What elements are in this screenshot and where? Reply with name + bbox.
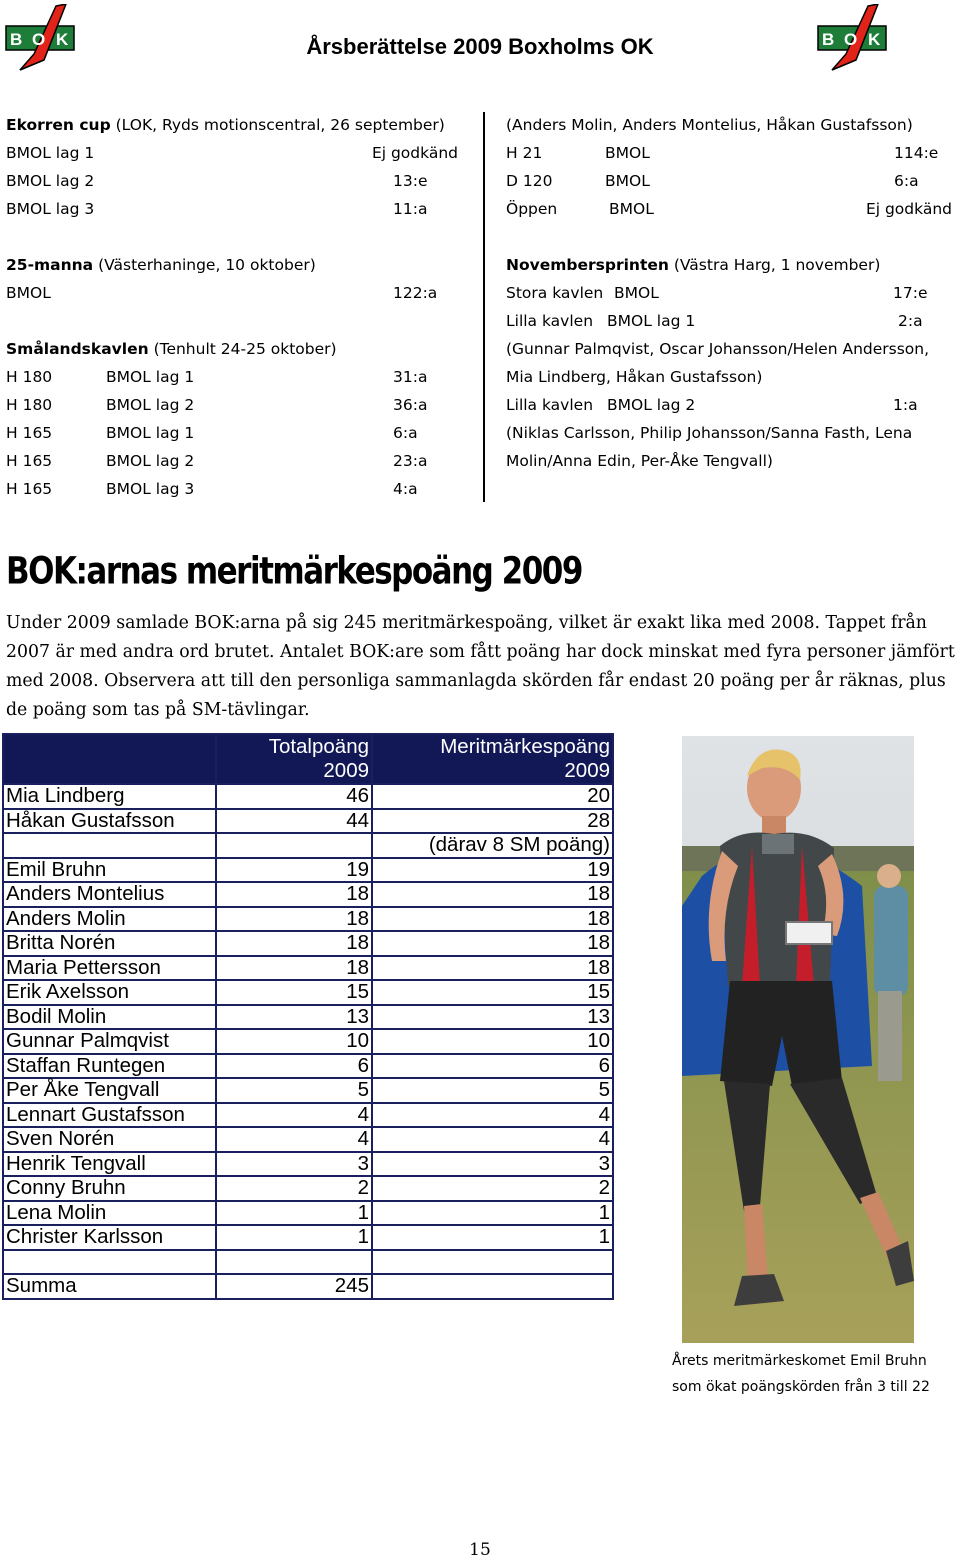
logo-letter-k: K xyxy=(56,30,69,49)
table-row xyxy=(3,882,613,907)
table-row xyxy=(3,1054,613,1079)
result-row xyxy=(506,195,952,223)
table-row xyxy=(3,1152,613,1177)
result-row xyxy=(6,447,462,475)
table-row xyxy=(3,907,613,932)
class: H 165 xyxy=(6,480,53,498)
table-row xyxy=(3,1225,613,1250)
team: BMOL lag 1 xyxy=(106,424,195,442)
merit-cell: 18 xyxy=(372,882,613,907)
name-cell: Anders Montelius xyxy=(3,882,216,907)
table-row xyxy=(3,1176,613,1201)
team: BMOL xyxy=(6,284,51,302)
table-row xyxy=(3,833,613,858)
merit-cell: 3 xyxy=(372,1152,613,1177)
total-cell: 1 xyxy=(216,1201,372,1226)
result-row xyxy=(506,307,952,335)
section-heading: BOK:arnas meritmärkespoäng 2009 xyxy=(6,550,582,594)
event-title: 25-manna xyxy=(6,256,94,274)
name-cell: Christer Karlsson xyxy=(3,1225,216,1250)
merit-cell: 18 xyxy=(372,956,613,981)
header-total-cell: Totalpoäng 2009 xyxy=(216,734,372,784)
logo-letter-o: O xyxy=(844,30,858,49)
result-row xyxy=(6,195,462,223)
table-row xyxy=(3,931,613,956)
event-title: Novembersprinten xyxy=(506,256,669,274)
name-cell: Conny Bruhn xyxy=(3,1176,216,1201)
merit-cell: 20 xyxy=(372,784,613,809)
merit-cell xyxy=(372,1250,613,1275)
team: BMOL lag 2 xyxy=(106,452,195,470)
name-cell: Per Åke Tengvall xyxy=(3,1078,216,1103)
header-merit-cell: Meritmärkespoäng 2009 xyxy=(372,734,613,784)
name-cell: Lennart Gustafsson xyxy=(3,1103,216,1128)
ekorren-heading xyxy=(6,111,462,139)
result-row xyxy=(6,279,462,307)
team: BMOL lag 1 xyxy=(106,368,195,386)
name-cell: Anders Molin xyxy=(3,907,216,932)
result: 17:e xyxy=(893,284,928,302)
merit-cell: (därav 8 SM poäng) xyxy=(372,833,613,858)
class: D 120 xyxy=(506,172,553,190)
team: BMOL xyxy=(605,144,650,162)
team: BMOL lag 2 xyxy=(106,396,195,414)
table-row xyxy=(3,809,613,834)
result: 4:a xyxy=(393,480,418,498)
team: BMOL lag 1 xyxy=(607,312,696,330)
event-detail: (Tenhult 24-25 oktober) xyxy=(148,340,337,358)
merit-cell: 18 xyxy=(372,931,613,956)
team: BMOL xyxy=(609,200,654,218)
logo-letter-b: B xyxy=(822,30,835,49)
runner-photo xyxy=(682,736,914,1343)
total-cell: 18 xyxy=(216,882,372,907)
class: Öppen xyxy=(506,200,558,218)
page-number: 15 xyxy=(469,1540,491,1560)
total-cell: 15 xyxy=(216,980,372,1005)
result-row xyxy=(6,419,462,447)
team-note: (Niklas Carlsson, Philip Johansson/Sanna Fasth, Lena xyxy=(506,424,913,442)
name-cell xyxy=(3,833,216,858)
table-row xyxy=(3,980,613,1005)
right-results-column xyxy=(506,111,952,475)
name-cell: Gunnar Palmqvist xyxy=(3,1029,216,1054)
event-detail: (Västerhaninge, 10 oktober) xyxy=(93,256,316,274)
table-row xyxy=(3,1250,613,1275)
smaland-heading xyxy=(6,335,462,363)
result: 114:e xyxy=(894,144,939,162)
result: 23:a xyxy=(393,452,428,470)
result: Ej godkänd xyxy=(865,200,952,218)
merit-cell: 18 xyxy=(372,907,613,932)
result: 11:a xyxy=(393,200,428,218)
name-cell xyxy=(3,1250,216,1275)
event-detail: (Västra Harg, 1 november) xyxy=(668,256,881,274)
merit-cell: 4 xyxy=(372,1127,613,1152)
class: H 180 xyxy=(6,368,53,386)
logo-letter-k: K xyxy=(868,30,881,49)
result-row xyxy=(506,139,952,167)
result: 6:a xyxy=(393,424,418,442)
table-row xyxy=(3,784,613,809)
name-cell: Emil Bruhn xyxy=(3,858,216,883)
name-cell: Erik Axelsson xyxy=(3,980,216,1005)
name-cell: Sven Norén xyxy=(3,1127,216,1152)
team: BMOL lag 2 xyxy=(6,172,95,190)
result: 31:a xyxy=(393,368,428,386)
header-name-cell xyxy=(3,734,216,784)
table-row xyxy=(3,1005,613,1030)
team-note: (Anders Molin, Anders Montelius, Håkan Gustafsson) xyxy=(506,116,913,134)
total-cell: 18 xyxy=(216,931,372,956)
team: BMOL lag 3 xyxy=(106,480,195,498)
class: H 180 xyxy=(6,396,53,414)
table-row xyxy=(3,1078,613,1103)
total-cell: 6 xyxy=(216,1054,372,1079)
total-cell: 4 xyxy=(216,1127,372,1152)
merit-cell: 2 xyxy=(372,1176,613,1201)
result-row xyxy=(506,391,952,419)
class: H 21 xyxy=(506,144,543,162)
result-row xyxy=(6,363,462,391)
class: Lilla kavlen xyxy=(506,396,594,414)
merit-cell: 1 xyxy=(372,1225,613,1250)
result-row xyxy=(6,139,462,167)
photo-caption: Årets meritmärkeskomet Emil Bruhn som ökat poängskörden från 3 till 22 xyxy=(672,1353,930,1395)
result: Ej godkänd xyxy=(371,144,458,162)
result: 2:a xyxy=(898,312,923,330)
result: 13:e xyxy=(393,172,428,190)
total-cell: 5 xyxy=(216,1078,372,1103)
manna-heading xyxy=(6,251,462,279)
total-cell xyxy=(216,833,372,858)
result-row xyxy=(6,391,462,419)
name-cell: Staffan Runtegen xyxy=(3,1054,216,1079)
team-note: (Gunnar Palmqvist, Oscar Johansson/Helen Andersson, xyxy=(506,340,930,358)
name-cell: Håkan Gustafsson xyxy=(3,809,216,834)
team: BMOL lag 3 xyxy=(6,200,95,218)
table-row xyxy=(3,1127,613,1152)
table-row xyxy=(3,1103,613,1128)
total-cell: 46 xyxy=(216,784,372,809)
total-cell: 19 xyxy=(216,858,372,883)
team: BMOL lag 2 xyxy=(607,396,696,414)
sum-total-cell: 245 xyxy=(216,1274,372,1299)
merit-cell: 4 xyxy=(372,1103,613,1128)
class: Stora kavlen xyxy=(506,284,604,302)
class: H 165 xyxy=(6,424,53,442)
sum-merit-cell xyxy=(372,1274,613,1299)
table-row xyxy=(3,1029,613,1054)
total-cell: 18 xyxy=(216,956,372,981)
team: BMOL xyxy=(614,284,659,302)
name-cell: Maria Pettersson xyxy=(3,956,216,981)
merit-cell: 28 xyxy=(372,809,613,834)
name-cell: Mia Lindberg xyxy=(3,784,216,809)
merit-cell: 10 xyxy=(372,1029,613,1054)
total-cell: 10 xyxy=(216,1029,372,1054)
table-header-row xyxy=(3,734,613,784)
name-cell: Lena Molin xyxy=(3,1201,216,1226)
merit-cell: 13 xyxy=(372,1005,613,1030)
merit-cell: 6 xyxy=(372,1054,613,1079)
result-row xyxy=(506,167,952,195)
points-table xyxy=(2,733,614,1300)
name-cell: Bodil Molin xyxy=(3,1005,216,1030)
team-note: Molin/Anna Edin, Per-Åke Tengvall) xyxy=(506,452,773,470)
total-cell xyxy=(216,1250,372,1275)
result: 122:a xyxy=(393,284,438,302)
total-cell: 1 xyxy=(216,1225,372,1250)
class: H 165 xyxy=(6,452,53,470)
logo-letter-o: O xyxy=(32,30,46,49)
table-row xyxy=(3,956,613,981)
left-results-column xyxy=(6,111,462,503)
team: BMOL lag 1 xyxy=(6,144,95,162)
team-note: Mia Lindberg, Håkan Gustafsson) xyxy=(506,368,763,386)
result-row xyxy=(6,475,462,503)
merit-cell: 1 xyxy=(372,1201,613,1226)
page-header-title: Årsberättelse 2009 Boxholms OK xyxy=(306,34,654,59)
sprint-heading xyxy=(506,251,952,279)
total-cell: 2 xyxy=(216,1176,372,1201)
result: 6:a xyxy=(894,172,919,190)
section-paragraph: Under 2009 samlade BOK:arna på sig 245 meritmärkespoäng, vilket är exakt lika med 2008. Tappet från 2007 är med andra ord brutet. Antalet BOK:are som fått poäng har dock minskat med fyra personer jämfört med 2008. Observera att till den personliga sammanlagda skörden får endast 20 poäng per år räknas, plus de poäng som tas på SM-tävlingar. xyxy=(6,613,955,720)
event-title: Ekorren cup xyxy=(6,116,111,134)
team: BMOL xyxy=(605,172,650,190)
merit-cell: 19 xyxy=(372,858,613,883)
logo-letter-b: B xyxy=(10,30,23,49)
class: Lilla kavlen xyxy=(506,312,594,330)
total-cell: 4 xyxy=(216,1103,372,1128)
event-detail: (LOK, Ryds motionscentral, 26 september) xyxy=(110,116,445,134)
column-divider xyxy=(483,112,485,502)
sum-row xyxy=(3,1274,613,1299)
name-cell: Henrik Tengvall xyxy=(3,1152,216,1177)
sum-label-cell: Summa xyxy=(3,1274,216,1299)
table-row xyxy=(3,858,613,883)
table-row xyxy=(3,1201,613,1226)
total-cell: 44 xyxy=(216,809,372,834)
total-cell: 18 xyxy=(216,907,372,932)
result: 1:a xyxy=(893,396,918,414)
total-cell: 3 xyxy=(216,1152,372,1177)
merit-cell: 15 xyxy=(372,980,613,1005)
event-title: Smålandskavlen xyxy=(6,340,149,358)
total-cell: 13 xyxy=(216,1005,372,1030)
result-row xyxy=(506,279,952,307)
result: 36:a xyxy=(393,396,428,414)
name-cell: Britta Norén xyxy=(3,931,216,956)
merit-cell: 5 xyxy=(372,1078,613,1103)
result-row xyxy=(6,167,462,195)
